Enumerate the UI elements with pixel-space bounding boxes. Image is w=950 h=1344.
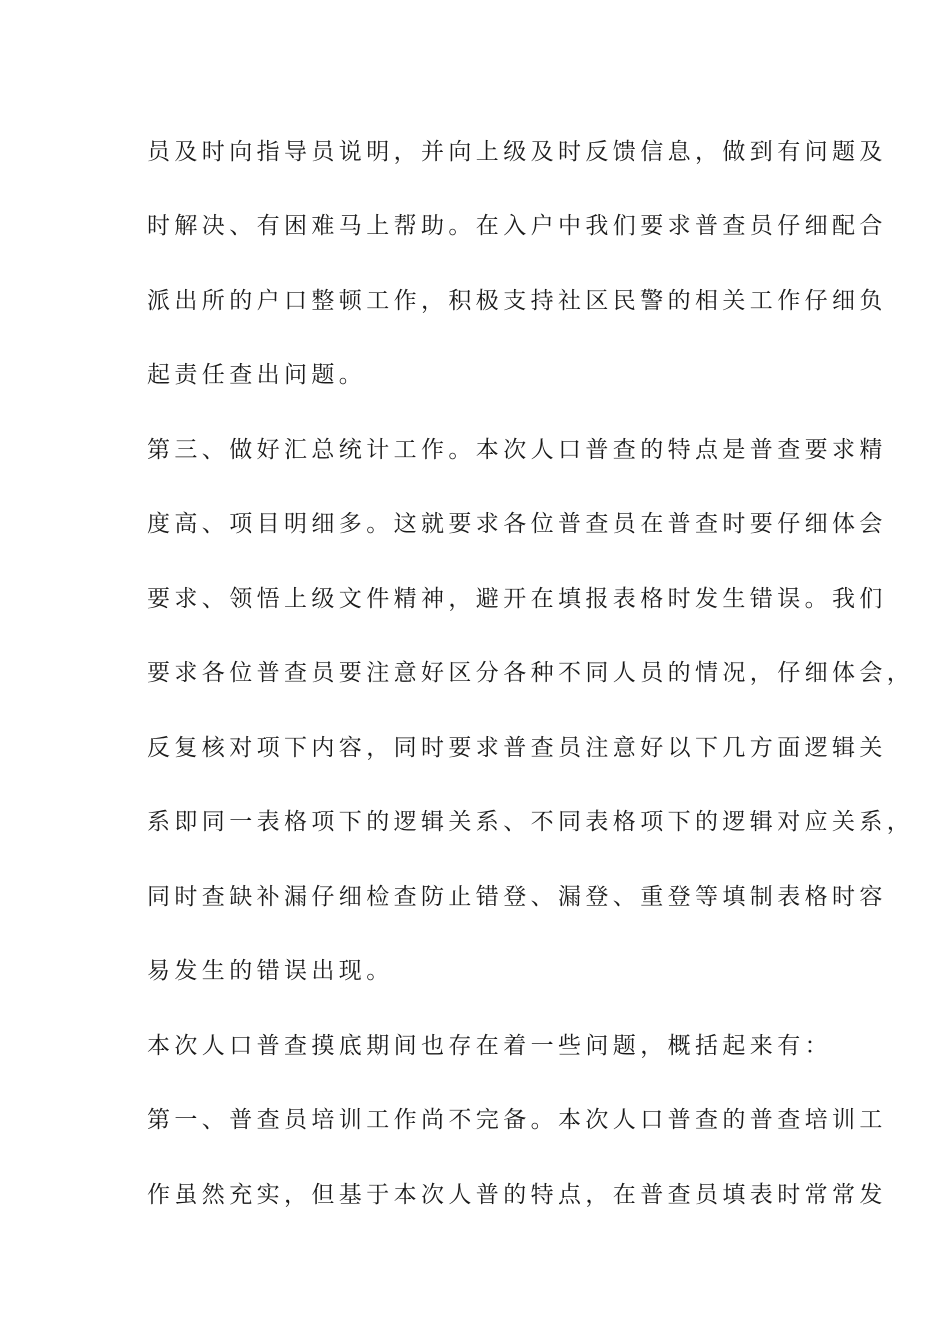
text-line: 同时查缺补漏仔细检查防止错登、漏登、重登等填制表格时容: [147, 884, 887, 910]
text-line: 要求、领悟上级文件精神，避开在填报表格时发生错误。我们: [147, 586, 887, 612]
text-line: 要求各位普查员要注意好区分各种不同人员的情况，仔细体会，: [147, 660, 915, 686]
text-line: 员及时向指导员说明，并向上级及时反馈信息，做到有问题及: [147, 139, 887, 165]
text-line: 第一、普查员培训工作尚不完备。本次人口普查的普查培训工: [147, 1107, 887, 1133]
text-line: 度高、项目明细多。这就要求各位普查员在普查时要仔细体会: [147, 511, 887, 537]
text-line: 时解决、有困难马上帮助。在入户中我们要求普查员仔细配合: [147, 213, 887, 239]
text-line: 易发生的错误出现。: [147, 958, 394, 984]
text-line: 作虽然充实，但基于本次人普的特点，在普查员填表时常常发: [147, 1182, 887, 1208]
text-line: 第三、做好汇总统计工作。本次人口普查的特点是普查要求精: [147, 437, 887, 463]
text-line: 反复核对项下内容，同时要求普查员注意好以下几方面逻辑关: [147, 735, 887, 761]
text-line: 起责任查出问题。: [147, 362, 367, 388]
text-line: 派出所的户口整顿工作，积极支持社区民警的相关工作仔细负: [147, 288, 887, 314]
text-line: 系即同一表格项下的逻辑关系、不同表格项下的逻辑对应关系，: [147, 809, 915, 835]
text-line: 本次人口普查摸底期间也存在着一些问题，概括起来有：: [147, 1033, 832, 1059]
